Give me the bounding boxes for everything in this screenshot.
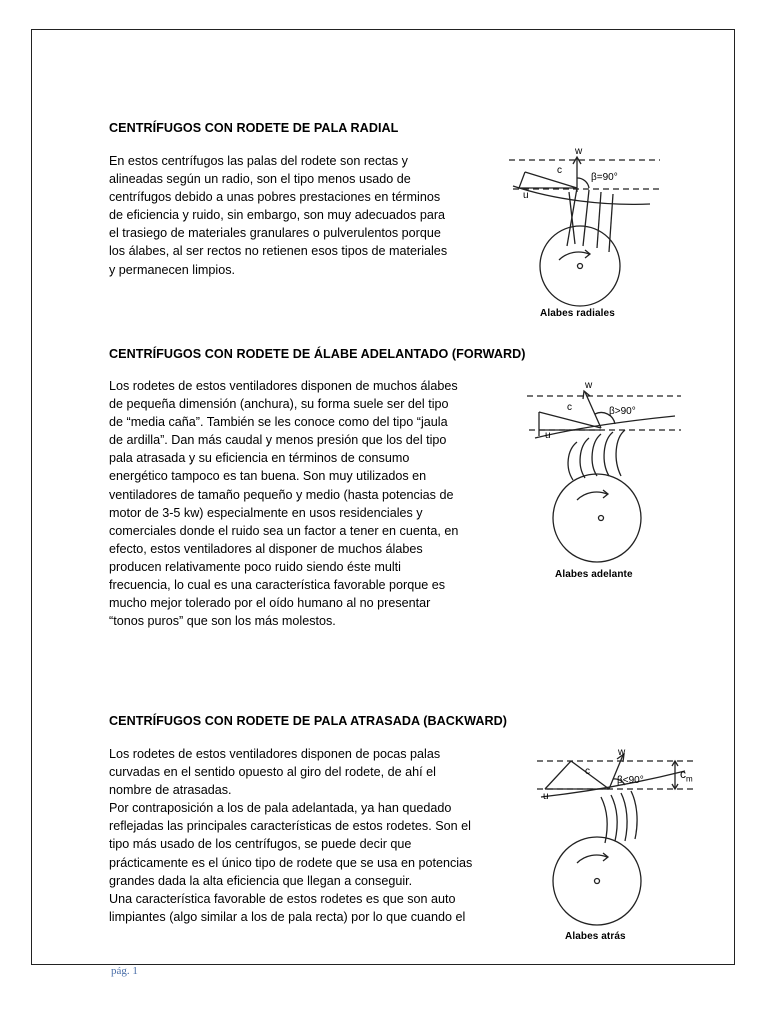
blade-angle-label: β=90° bbox=[591, 172, 618, 183]
meridional-velocity-subscript: m bbox=[686, 774, 693, 784]
velocity-c-label: c bbox=[567, 402, 572, 413]
text-line: limpiantes (algo similar a los de pala recta) por lo que cuando el bbox=[109, 909, 466, 924]
velocity-w-label: w bbox=[618, 747, 626, 758]
text-line: efecto, estos ventiladores al disponer de muchos álabes bbox=[109, 541, 423, 556]
radial-blades-drawing bbox=[505, 148, 665, 324]
text-line: nombre de atrasadas. bbox=[109, 783, 232, 798]
text-line: Por contraposición a los de pala adelantada, ya han quedado bbox=[109, 801, 452, 816]
text-line: Los rodetes de estos ventiladores disponen de pocas palas bbox=[109, 747, 441, 761]
text-line: de eficiencia y ruido, sin embargo, son muy adecuados para bbox=[109, 208, 446, 223]
text-line: pala atrasada y su eficiencia en términos de consumo bbox=[109, 451, 410, 466]
text-line: el trasiego de materiales granulares o pulverulentos porque bbox=[109, 226, 441, 241]
section-heading-radial: CENTRÍFUGOS CON RODETE DE PALA RADIAL bbox=[109, 121, 399, 135]
figure-caption-forward: Alabes adelante bbox=[555, 569, 633, 580]
velocity-u-label: u bbox=[545, 430, 551, 441]
text-line: reflejadas las principales características de estos rodetes. Son el bbox=[109, 819, 471, 834]
text-line: motor de 3-5 kw) especialmente en usos residenciales y bbox=[109, 505, 423, 520]
section-heading-backward: CENTRÍFUGOS CON RODETE DE PALA ATRASADA (BACKWARD) bbox=[109, 714, 508, 728]
text-line: frecuencia, lo cual es una característica favorable porque es bbox=[109, 578, 446, 593]
section-text-backward bbox=[109, 745, 472, 926]
velocity-u-label: u bbox=[543, 791, 549, 802]
text-line: Una característica favorable de estos rodetes es que son auto bbox=[109, 891, 456, 906]
figure-caption-radial: Alabes radiales bbox=[540, 308, 615, 319]
text-line: ventiladores de tamaño pequeño y medio (hasta potencias de bbox=[109, 487, 454, 502]
text-line: prácticamente es el único tipo de rodete que se usa en potencias bbox=[109, 855, 473, 870]
text-line: tipo más usado de los centrífugos, se puede decir que bbox=[109, 837, 412, 852]
text-line: mucho mejor tolerado por el oído humano al no presentar bbox=[109, 596, 431, 611]
text-line: alineadas según un radio, son el tipo menos usado de bbox=[109, 172, 411, 187]
blade-angle-label: β>90° bbox=[609, 406, 636, 417]
section-text-forward bbox=[109, 377, 458, 630]
text-line: producen relativamente poco ruido siendo éste multi bbox=[109, 559, 401, 574]
text-line: En estos centrífugos las palas del rodete son rectas y bbox=[109, 154, 408, 168]
text-line: centrífugos debido a unas pobres prestaciones en términos bbox=[109, 190, 441, 205]
meridional-velocity-base: c bbox=[680, 767, 686, 781]
text-line: “tonos puros” que son los más molestos. bbox=[109, 614, 336, 629]
velocity-u-label: u bbox=[523, 190, 529, 201]
text-line: curvadas en el sentido opuesto al giro del rodete, de ahí el bbox=[109, 765, 436, 780]
meridional-velocity-label bbox=[680, 767, 693, 783]
section-heading-forward: CENTRÍFUGOS CON RODETE DE ÁLABE ADELANTADO (FORWARD) bbox=[109, 347, 526, 361]
text-line: Los rodetes de estos ventiladores disponen de muchos álabes bbox=[109, 379, 458, 393]
text-line: de “media caña”. También se les conoce como del tipo “jaula bbox=[109, 415, 448, 430]
section-text-radial bbox=[109, 152, 447, 279]
blade-angle-label: β<90° bbox=[617, 775, 644, 786]
page-number: pág. 1 bbox=[111, 965, 138, 977]
forward-blades-drawing bbox=[525, 380, 685, 585]
text-line: grandes dada la alta eficiencia que llegan a conseguir. bbox=[109, 873, 413, 888]
forward-blades-diagram bbox=[525, 380, 685, 585]
text-line: de ardilla”. Dan más caudal y menos presión que los del tipo bbox=[109, 433, 447, 448]
velocity-c-label: c bbox=[557, 165, 562, 176]
text-line: los álabes, al ser rectos no retienen esos tipos de materiales bbox=[109, 244, 448, 259]
text-line: comerciales donde el ruido sea un factor a tener en cuenta, en bbox=[109, 523, 459, 538]
velocity-c-label: c bbox=[585, 766, 590, 777]
velocity-w-label: w bbox=[575, 146, 583, 157]
velocity-w-label: w bbox=[585, 380, 593, 391]
text-line: de pequeña dimensión (anchura), su forma suele ser del tipo bbox=[109, 397, 449, 412]
backward-blades-diagram bbox=[535, 745, 705, 950]
text-line: y permanecen limpios. bbox=[109, 262, 235, 277]
text-line: energético tampoco es tan buena. Son muy utilizados en bbox=[109, 469, 427, 484]
radial-blades-diagram bbox=[505, 148, 665, 324]
figure-caption-backward: Alabes atrás bbox=[565, 931, 626, 942]
